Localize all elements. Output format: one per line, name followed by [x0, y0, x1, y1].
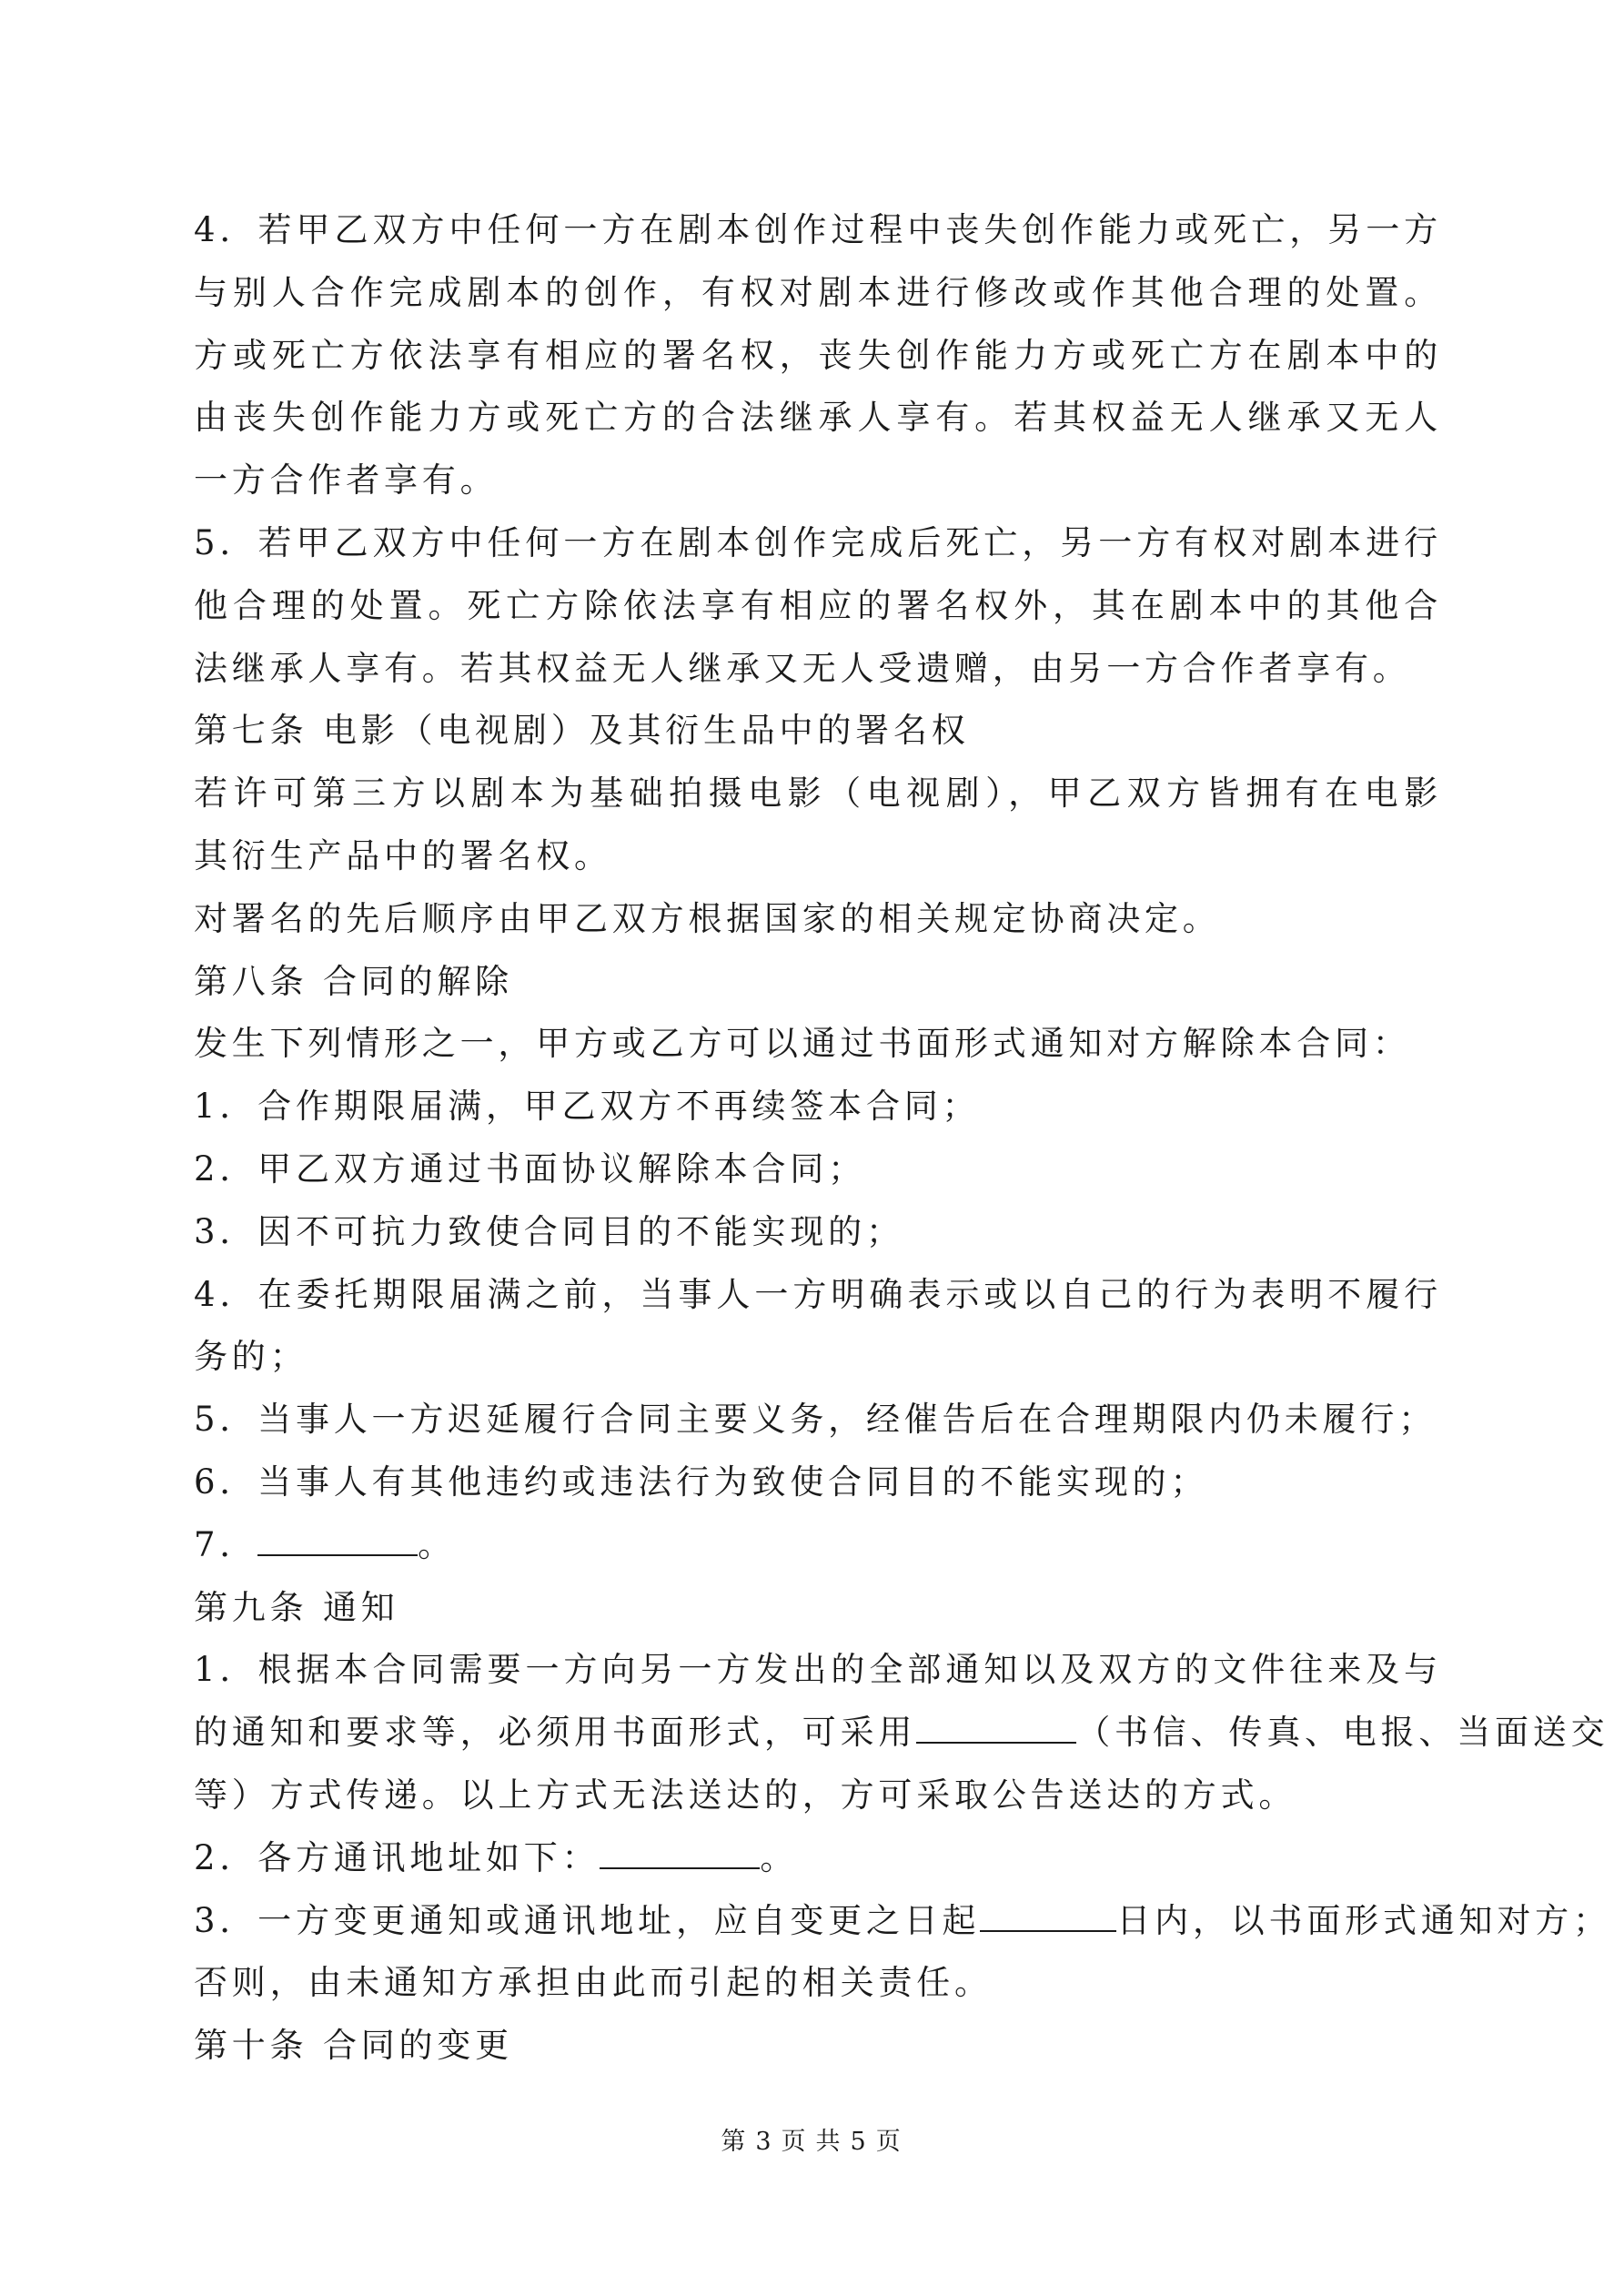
footer-label-total: 共 [815, 2128, 843, 2156]
text-line: 4．若甲乙双方中任何一方在剧本创作过程中丧失创作能力或死亡，另一方 [194, 210, 1442, 249]
text-line: 发生下列情形之一，甲方或乙方可以通过书面形式通知对方解除本合同： [194, 1024, 1411, 1064]
fill-in-blank [600, 1836, 760, 1869]
list-item: 4．在委托期限届满之前，当事人一方明确表示或以自己的行为表明不履行 [194, 1274, 1442, 1314]
footer-label-page: 第 [721, 2128, 749, 2156]
article-heading: 第八条 合同的解除 [194, 961, 513, 1001]
text-line: 法继承人享有。若其权益无人继承又无人受遗赠，由另一方合作者享有。 [194, 648, 1411, 688]
fill-in-blank [257, 1523, 418, 1556]
footer-label-page-unit: 页 [781, 2128, 809, 2156]
text-line: 对署名的先后顺序由甲乙双方根据国家的相关规定协商决定。 [194, 898, 1221, 938]
text-line: 与别人合作完成剧本的创作，有权对剧本进行修改或作其他合理的处置。 [194, 272, 1442, 312]
article-heading: 第十条 合同的变更 [194, 2026, 513, 2066]
text-before-blank: 2．各方通讯地址如下： [194, 1837, 600, 1877]
text-before-blank: 的通知和要求等，必须用书面形式，可采用 [194, 1713, 917, 1753]
article-heading: 第七条 电影（电视剧）及其衍生品中的署名权 [194, 711, 970, 751]
text-after-blank: （书信、传真、电报、当面送交 [1076, 1713, 1609, 1753]
text-line: 由丧失创作能力方或死亡方的合法继承人享有。若其权益无人继承又无人 [194, 398, 1442, 438]
list-item: 1．合作期限届满，甲乙双方不再续签本合同； [194, 1087, 981, 1127]
footer-label-total-unit: 页 [875, 2128, 903, 2156]
text-line [194, 1702, 1609, 1765]
list-item: 6．当事人有其他违约或违法行为致使合同目的不能实现的； [194, 1462, 1209, 1502]
article-heading: 第九条 通知 [194, 1587, 399, 1627]
text-after-blank: 日内，以书面形式通知对方； [1116, 1900, 1611, 1940]
list-item [194, 1514, 1442, 1577]
text-line: 务的； [194, 1337, 308, 1377]
list-item [194, 1890, 1611, 1953]
text-after-blank: 。 [760, 1837, 799, 1877]
footer-total-pages: 5 [850, 2128, 869, 2156]
list-item [194, 1827, 1442, 1890]
text-line: 他合理的处置。死亡方除依法享有相应的署名权外，其在剧本中的其他合 [194, 585, 1442, 625]
text-line: 5．若甲乙双方中任何一方在剧本创作完成后死亡，另一方有权对剧本进行 [194, 522, 1442, 562]
text-before-blank: 7． [194, 1524, 258, 1564]
page-footer [0, 2121, 1624, 2157]
text-line: 等）方式传递。以上方式无法送达的，方可采取公告送达的方式。 [194, 1775, 1297, 1815]
text-line: 否则，由未通知方承担由此而引起的相关责任。 [194, 1963, 993, 2003]
text-after-blank: 。 [418, 1524, 456, 1564]
text-line: 若许可第三方以剧本为基础拍摄电影（电视剧），甲乙双方皆拥有在电影 [194, 774, 1442, 814]
text-line: 一方合作者享有。 [194, 460, 499, 501]
text-line: 其衍生产品中的署名权。 [194, 835, 612, 875]
list-item: 3．因不可抗力致使合同目的不能实现的； [194, 1211, 904, 1251]
fill-in-blank [916, 1711, 1076, 1744]
text-before-blank: 3．一方变更通知或通讯地址，应自变更之日起 [194, 1900, 981, 1940]
footer-current-page: 3 [755, 2128, 774, 2156]
list-item: 1．根据本合同需要一方向另一方发出的全部通知以及双方的文件往来及与 [194, 1650, 1442, 1690]
document-body [194, 199, 1611, 2078]
list-item: 5．当事人一方迟延履行合同主要义务，经催告后在合理期限内仍未履行； [194, 1400, 1437, 1440]
fill-in-blank [980, 1899, 1116, 1932]
list-item: 2．甲乙双方通过书面协议解除本合同； [194, 1148, 866, 1188]
text-line: 方或死亡方依法享有相应的署名权，丧失创作能力方或死亡方在剧本中的 [194, 335, 1442, 375]
